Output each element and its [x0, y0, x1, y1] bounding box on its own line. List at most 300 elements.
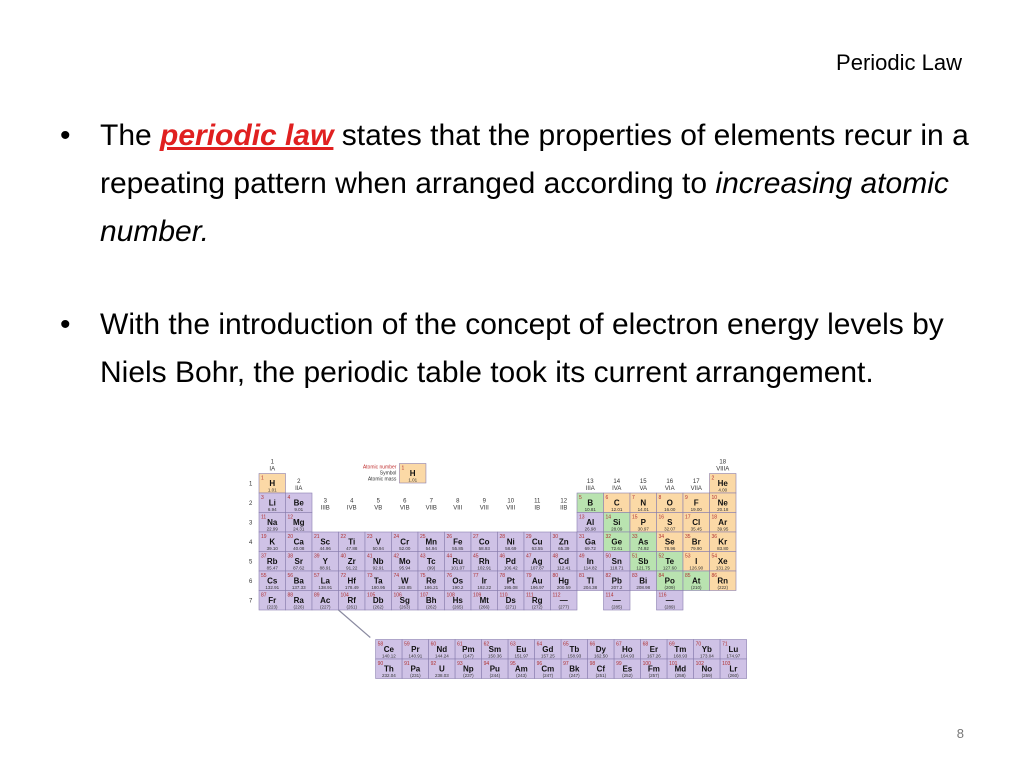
element-mass: 91.22 — [346, 565, 358, 571]
element-symbol: Ru — [452, 557, 464, 566]
element-mass: 102.91 — [477, 565, 492, 571]
element-symbol: Tl — [586, 576, 594, 586]
element-mass: 151.97 — [514, 653, 529, 659]
bullet-1-italic: increasing atomic number. — [100, 167, 949, 248]
element-number: 49 — [579, 553, 585, 560]
bullet-1-prefix: The — [100, 119, 161, 152]
element-mass: 4.00 — [718, 487, 728, 493]
element-number: 53 — [685, 553, 691, 560]
element-symbol: Cl — [692, 518, 701, 527]
element-symbol: Ce — [383, 645, 394, 654]
element-symbol: Po — [664, 576, 675, 586]
element-number: 107 — [420, 592, 429, 599]
element-symbol: Ag — [531, 557, 543, 566]
element-number: 36 — [711, 534, 718, 540]
element-symbol: Rh — [478, 557, 490, 566]
group-label: VIIB — [425, 505, 437, 512]
element-mass: (147) — [463, 653, 474, 659]
element-mass: 131.29 — [715, 565, 730, 571]
element-number: 20 — [287, 534, 294, 540]
group-label: IIIA — [585, 486, 595, 492]
element-number: 91 — [404, 661, 410, 667]
element-mass: 195.08 — [503, 585, 518, 590]
element-symbol: N — [640, 498, 647, 508]
element-mass: 30.97 — [637, 526, 649, 532]
element-number: 93 — [457, 661, 463, 667]
element-mass: (266) — [478, 604, 490, 610]
element-number: 10 — [711, 495, 718, 501]
element-mass: 14.01 — [637, 507, 649, 512]
element-number: 69 — [669, 641, 675, 648]
element-number: 29 — [526, 534, 532, 540]
group-label: VIII — [453, 505, 463, 512]
element-number: 25 — [420, 534, 426, 540]
element-symbol: Xe — [717, 557, 728, 566]
element-symbol: No — [701, 664, 713, 674]
element-mass: (247) — [569, 673, 580, 678]
element-mass: (247) — [542, 673, 554, 678]
element-symbol: Hs — [452, 596, 463, 605]
element-symbol: Ra — [293, 596, 304, 605]
element-mass: (259) — [701, 673, 713, 678]
element-number: 111 — [526, 592, 534, 599]
element-symbol: Co — [478, 537, 490, 547]
element-mass: 196.97 — [530, 585, 545, 590]
group-number: 12 — [560, 498, 568, 505]
period-label: 7 — [249, 598, 253, 605]
element-mass: 192.22 — [477, 585, 492, 590]
element-symbol: I — [695, 557, 698, 566]
element-mass: 180.95 — [371, 585, 386, 590]
element-symbol: Dy — [595, 645, 606, 654]
element-mass: 137.33 — [291, 585, 306, 590]
element-number: 82 — [605, 573, 612, 579]
element-number: 96 — [536, 661, 543, 667]
element-number: 4 — [287, 495, 291, 501]
element-number: 46 — [499, 553, 506, 560]
group-number: 5 — [376, 498, 380, 505]
element-number: 52 — [658, 553, 665, 560]
element-symbol: Rf — [347, 596, 356, 605]
element-mass: 127.60 — [662, 565, 677, 571]
element-mass: 22.99 — [266, 526, 278, 532]
bullet-periodic-law — [60, 112, 980, 256]
element-number: 101 — [669, 661, 678, 667]
group-label: IIB — [560, 505, 568, 512]
element-mass: 44.96 — [319, 546, 331, 551]
group-number: 14 — [613, 479, 621, 485]
element-mass: 178.49 — [344, 585, 359, 590]
element-symbol: Cr — [400, 537, 410, 547]
element-symbol: Rg — [531, 596, 543, 605]
element-mass: (222) — [717, 585, 729, 590]
element-mass: (251) — [595, 673, 607, 678]
element-number: 11 — [261, 514, 267, 521]
group-number: 9 — [482, 498, 486, 505]
element-symbol: Sb — [638, 557, 649, 566]
element-mass: 204.38 — [583, 585, 598, 590]
element-mass: (243) — [516, 673, 527, 678]
element-mass: (262) — [372, 604, 384, 610]
element-mass: 112.41 — [557, 565, 571, 571]
element-symbol: Li — [268, 498, 276, 508]
element-symbol: Yb — [701, 645, 712, 654]
element-number: 27 — [473, 534, 479, 540]
element-number: 28 — [499, 534, 506, 540]
group-number: 11 — [534, 498, 541, 505]
element-symbol: B — [587, 498, 594, 508]
element-number: 21 — [314, 534, 320, 540]
group-label: IB — [534, 505, 541, 512]
group-number: 1 — [270, 459, 274, 466]
element-number: 34 — [658, 534, 665, 540]
element-symbol: Hf — [347, 576, 356, 586]
group-number: 8 — [456, 498, 460, 505]
element-mass: 69.72 — [584, 546, 596, 551]
element-symbol: Ba — [293, 576, 304, 586]
element-symbol: F — [693, 498, 699, 508]
element-number: 67 — [616, 641, 622, 648]
element-symbol: Ar — [718, 518, 728, 527]
element-symbol: Sg — [399, 596, 410, 605]
group-label: IIIB — [320, 505, 330, 512]
element-number: 108 — [446, 592, 455, 599]
element-mass: 10.81 — [584, 507, 596, 512]
element-number: 33 — [632, 534, 638, 540]
group-label: VIB — [399, 505, 410, 512]
element-mass: 167.26 — [646, 653, 661, 659]
element-mass: 200.59 — [556, 585, 571, 590]
element-mass: (209) — [664, 585, 676, 590]
element-mass: 140.12 — [381, 653, 396, 659]
key-symbol-label: Symbol — [379, 470, 397, 477]
group-label: VB — [374, 505, 383, 512]
element-number: 1 — [401, 465, 405, 472]
element-mass: 101.07 — [450, 565, 465, 571]
element-mass: (210) — [690, 585, 702, 590]
group-label: IA — [269, 466, 276, 473]
element-number: 89 — [314, 592, 320, 599]
element-mass: 78.96 — [664, 546, 676, 551]
element-mass: (99) — [427, 565, 436, 571]
element-number: 37 — [261, 553, 267, 560]
element-symbol: Ne — [717, 498, 728, 508]
element-symbol: Pm — [462, 645, 475, 654]
element-symbol: P — [640, 518, 646, 527]
element-mass: 35.45 — [690, 526, 702, 532]
element-number: 54 — [711, 553, 718, 560]
element-number: 94 — [483, 661, 490, 667]
element-number: 65 — [563, 641, 569, 648]
group-label: VA — [639, 486, 648, 492]
period-label: 4 — [249, 539, 253, 546]
element-number: 44 — [446, 553, 453, 560]
element-symbol: Zr — [347, 557, 356, 566]
group-label: VIII — [506, 505, 516, 512]
element-symbol: Bi — [639, 576, 648, 586]
element-symbol: In — [586, 557, 594, 566]
element-mass: (272) — [531, 604, 543, 610]
element-number: 48 — [552, 553, 559, 560]
element-symbol: Mn — [425, 537, 438, 547]
element-symbol: Es — [622, 664, 633, 674]
element-mass: 107.87 — [530, 565, 545, 571]
element-mass: 92.91 — [372, 565, 384, 571]
element-number: 9 — [685, 495, 688, 501]
periodic-table-image — [245, 452, 755, 710]
bullet-dot-icon: • — [60, 308, 71, 341]
element-symbol: O — [666, 498, 673, 508]
element-symbol: Ni — [506, 537, 515, 547]
element-mass: 207.2 — [611, 585, 623, 590]
element-number: 105 — [367, 592, 376, 599]
page-number: 8 — [956, 726, 964, 741]
element-mass: 121.75 — [636, 565, 651, 571]
element-symbol: Pt — [506, 576, 515, 586]
element-mass: (257) — [648, 673, 660, 678]
element-number: 40 — [340, 553, 347, 560]
group-number: 7 — [429, 498, 433, 505]
element-symbol: H — [269, 479, 276, 488]
element-number: 70 — [695, 641, 702, 648]
period-label: 1 — [249, 481, 253, 488]
element-number: 81 — [579, 573, 585, 579]
element-number: 88 — [287, 592, 294, 599]
element-number: 51 — [632, 553, 638, 560]
element-symbol: Y — [322, 557, 328, 566]
group-number: 16 — [666, 479, 674, 485]
element-mass: 157.25 — [540, 653, 555, 659]
element-symbol: Mt — [479, 596, 489, 605]
element-symbol: Pd — [505, 557, 516, 566]
group-number: 4 — [350, 498, 354, 505]
period-label: 6 — [249, 578, 253, 585]
element-mass: (289) — [664, 604, 676, 610]
element-mass: 168.93 — [673, 653, 688, 659]
element-symbol: As — [638, 537, 649, 547]
element-number: 114 — [605, 592, 614, 599]
element-symbol: S — [667, 518, 673, 527]
element-number: 76 — [446, 573, 453, 579]
element-symbol: Tb — [569, 645, 580, 654]
group-number: 13 — [586, 479, 594, 485]
element-number: 71 — [722, 641, 728, 648]
element-mass: 173.04 — [699, 653, 714, 659]
period-label: 5 — [249, 559, 253, 566]
element-mass: (260) — [728, 673, 739, 678]
element-symbol: Pb — [611, 576, 622, 586]
element-symbol: Cd — [558, 557, 570, 566]
element-mass: 79.90 — [690, 546, 702, 551]
element-mass: 1.01 — [408, 477, 418, 483]
element-number: 57 — [314, 573, 320, 579]
element-mass: 174.97 — [726, 653, 741, 659]
element-mass: (277) — [558, 604, 570, 610]
element-number: 116 — [658, 592, 667, 599]
element-symbol: Zn — [558, 537, 569, 547]
element-number: 5 — [579, 495, 582, 501]
element-symbol: Br — [691, 537, 701, 547]
f-block-arrow — [339, 610, 371, 638]
element-number: 103 — [722, 661, 731, 667]
element-symbol: Ca — [293, 537, 304, 547]
element-mass: 162.50 — [593, 653, 608, 659]
element-number: 1 — [261, 475, 264, 482]
element-mass: 58.93 — [478, 546, 490, 551]
element-mass: 28.09 — [611, 526, 623, 532]
element-symbol: Bh — [425, 596, 437, 605]
element-number: 112 — [552, 592, 561, 599]
element-mass: 20.18 — [717, 507, 729, 512]
element-mass: (227) — [319, 604, 331, 610]
element-number: 74 — [393, 573, 400, 579]
element-number: 35 — [685, 534, 691, 540]
element-number: 98 — [589, 661, 596, 667]
element-number: 15 — [632, 514, 638, 521]
element-symbol: Rb — [266, 557, 278, 566]
element-mass: 9.01 — [294, 507, 304, 512]
element-symbol: Sr — [294, 557, 303, 566]
element-mass: 1.01 — [267, 487, 277, 493]
element-symbol: Fm — [647, 664, 660, 674]
element-symbol: Ti — [348, 537, 356, 547]
element-symbol: Fr — [268, 596, 277, 605]
element-number: 3 — [261, 495, 264, 501]
element-symbol: La — [320, 576, 330, 586]
element-mass: 144.24 — [434, 653, 449, 659]
element-symbol: Am — [514, 664, 528, 674]
element-number: 6 — [605, 495, 609, 501]
element-number: 56 — [287, 573, 294, 579]
element-symbol: Au — [531, 576, 543, 586]
element-number: 41 — [367, 553, 373, 560]
bullet-2-text: With the introduction of the concept of electron energy levels by Niels Bohr, the periodic table took its current arrangement. — [100, 308, 944, 389]
group-number: 2 — [297, 479, 301, 485]
group-label: IVA — [612, 486, 622, 492]
element-symbol: Lr — [729, 664, 738, 674]
element-mass: 32.07 — [664, 526, 676, 532]
element-number: 12 — [287, 514, 294, 521]
element-symbol: Gd — [542, 645, 554, 654]
bullet-bohr — [60, 301, 980, 397]
element-number: 50 — [605, 553, 612, 560]
element-mass: 50.94 — [372, 546, 384, 551]
element-symbol: Fe — [453, 537, 463, 547]
element-symbol: He — [717, 479, 728, 488]
element-symbol: Er — [649, 645, 659, 654]
element-number: 47 — [526, 553, 532, 560]
element-number: 31 — [579, 534, 585, 540]
element-number: 109 — [473, 592, 482, 599]
element-symbol: Ga — [584, 537, 596, 547]
periodic-law-term: periodic law — [160, 119, 334, 152]
element-mass: (263) — [399, 604, 411, 610]
element-mass: 54.94 — [425, 546, 437, 551]
element-mass: 140.91 — [408, 653, 423, 659]
element-symbol: Sn — [611, 557, 622, 566]
element-symbol: Cs — [267, 576, 278, 586]
element-mass: 88.91 — [319, 565, 331, 571]
element-symbol: — — [612, 596, 621, 605]
element-symbol: Os — [452, 576, 464, 586]
group-number: 3 — [323, 498, 327, 505]
element-number: 104 — [340, 592, 349, 599]
element-number: 62 — [483, 641, 490, 648]
element-symbol: C — [613, 498, 620, 508]
element-symbol: Se — [664, 537, 675, 547]
element-number: 58 — [377, 641, 384, 648]
element-number: 90 — [377, 661, 384, 667]
element-number: 43 — [420, 553, 426, 560]
element-number: 30 — [552, 534, 559, 540]
element-symbol: Sm — [488, 645, 502, 654]
element-number: 100 — [642, 661, 651, 667]
element-symbol: Th — [383, 664, 394, 674]
element-number: 39 — [314, 553, 320, 560]
element-symbol: Cm — [541, 664, 555, 674]
element-mass: (265) — [452, 604, 464, 610]
element-mass: 72.61 — [611, 546, 623, 551]
element-mass: 126.90 — [689, 565, 704, 571]
element-number: 97 — [563, 661, 569, 667]
element-number: 99 — [616, 661, 622, 667]
element-number: 45 — [473, 553, 479, 560]
element-symbol: Tm — [674, 645, 687, 654]
element-symbol: Na — [267, 518, 278, 527]
element-number: 7 — [632, 495, 635, 501]
element-number: 24 — [393, 534, 400, 540]
element-number: 14 — [605, 514, 612, 521]
element-mass: 65.39 — [558, 546, 570, 551]
group-number: 18 — [719, 459, 727, 466]
element-number: 75 — [420, 573, 426, 579]
element-mass: (237) — [463, 673, 474, 678]
element-number: 63 — [510, 641, 516, 648]
element-number: 18 — [711, 514, 718, 521]
element-symbol: Ir — [481, 576, 487, 586]
element-number: 22 — [340, 534, 347, 540]
element-number: 87 — [261, 592, 267, 599]
element-symbol: Mg — [292, 518, 305, 527]
element-symbol: Pr — [411, 645, 420, 654]
element-mass: (226) — [293, 604, 305, 610]
element-symbol: Si — [612, 518, 621, 527]
element-symbol: H — [409, 469, 416, 478]
element-number: 110 — [499, 592, 508, 599]
element-symbol: Nb — [372, 557, 384, 566]
group-label: IIA — [295, 486, 303, 492]
element-mass: (262) — [425, 604, 437, 610]
element-mass: 40.08 — [293, 546, 305, 551]
group-label: IVB — [346, 505, 357, 512]
element-mass: 106.42 — [503, 565, 518, 571]
element-symbol: Cu — [531, 537, 543, 547]
element-mass: 87.62 — [293, 565, 305, 571]
element-number: 80 — [552, 573, 559, 579]
element-symbol: — — [559, 596, 568, 605]
element-mass: 12.01 — [611, 507, 623, 512]
group-number: 6 — [403, 498, 407, 505]
element-number: 2 — [711, 475, 715, 482]
element-symbol: Ac — [320, 596, 331, 605]
element-mass: 150.36 — [487, 653, 502, 659]
element-number: 77 — [473, 573, 479, 579]
element-symbol: Kr — [718, 537, 728, 547]
element-number: 59 — [404, 641, 410, 648]
element-number: 106 — [393, 592, 402, 599]
element-mass: 58.69 — [505, 546, 517, 551]
element-mass: 26.98 — [584, 526, 596, 532]
